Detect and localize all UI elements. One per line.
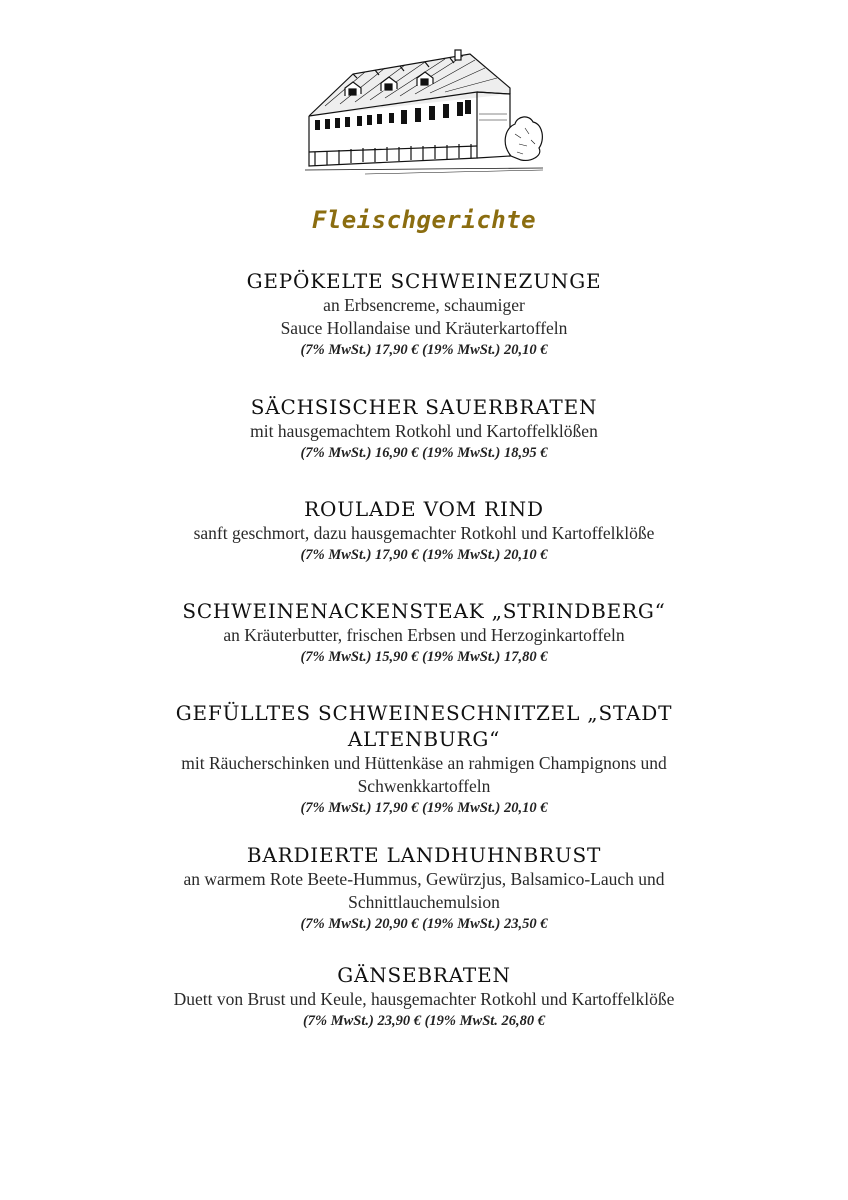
- dish-name: SCHWEINENACKENSTEAK „STRINDBERG“: [182, 599, 666, 623]
- section-title: Fleischgerichte: [311, 206, 537, 234]
- menu-item: [120, 598, 728, 668]
- dish-price: (7% MwSt.) 16,90 € (19% MwSt.) 18,95 €: [300, 445, 548, 461]
- dish-description: an Erbsencreme, schaumiger Sauce Hollandaise und Kräuterkartoffeln: [280, 295, 568, 338]
- menu-item: [120, 268, 728, 361]
- dish-price: (7% MwSt.) 23,90 € (19% MwSt. 26,80 €: [302, 1013, 546, 1029]
- dish-name: GÄNSEBRATEN: [337, 963, 511, 987]
- menu-item: [120, 394, 728, 464]
- menu-item: [120, 496, 728, 566]
- dish-description: mit hausgemachtem Rotkohl und Kartoffelklößen: [250, 421, 598, 441]
- menu-item: [120, 842, 728, 935]
- menu-item: [100, 962, 748, 1032]
- dish-description: an Kräuterbutter, frischen Erbsen und Herzoginkartoffeln: [223, 625, 625, 645]
- dish-name: BARDIERTE LANDHUHNBRUST: [246, 843, 602, 867]
- dish-description: an warmem Rote Beete-Hummus, Gewürzjus, Balsamico-Lauch und Schnittlauchemulsion: [183, 869, 665, 912]
- dish-description: Duett von Brust und Keule, hausgemachter Rotkohl und Kartoffelklöße: [173, 989, 675, 1009]
- dish-price: (7% MwSt.) 17,90 € (19% MwSt.) 20,10 €: [300, 547, 548, 563]
- dish-price: (7% MwSt.) 17,90 € (19% MwSt.) 20,10 €: [300, 342, 548, 358]
- dish-price: (7% MwSt.) 15,90 € (19% MwSt.) 17,80 €: [300, 649, 548, 665]
- dish-name: GEPÖKELTE SCHWEINEZUNGE: [246, 269, 602, 293]
- inn-building-logo-icon: [305, 48, 545, 178]
- dish-name: ROULADE VOM RIND: [304, 497, 544, 521]
- dish-name: SÄCHSISCHER SAUERBRATEN: [250, 395, 598, 419]
- dish-description: mit Räucherschinken und Hüttenkäse an rahmigen Champignons und Schwenkkartoffeln: [181, 753, 667, 796]
- menu-item: [120, 700, 728, 819]
- dish-price: (7% MwSt.) 20,90 € (19% MwSt.) 23,50 €: [300, 916, 548, 932]
- dish-description: sanft geschmort, dazu hausgemachter Rotkohl und Kartoffelklöße: [193, 523, 655, 543]
- dish-name: GEFÜLLTES SCHWEINESCHNITZEL „STADT ALTENBURG“: [175, 701, 673, 751]
- dish-price: (7% MwSt.) 17,90 € (19% MwSt.) 20,10 €: [300, 800, 548, 816]
